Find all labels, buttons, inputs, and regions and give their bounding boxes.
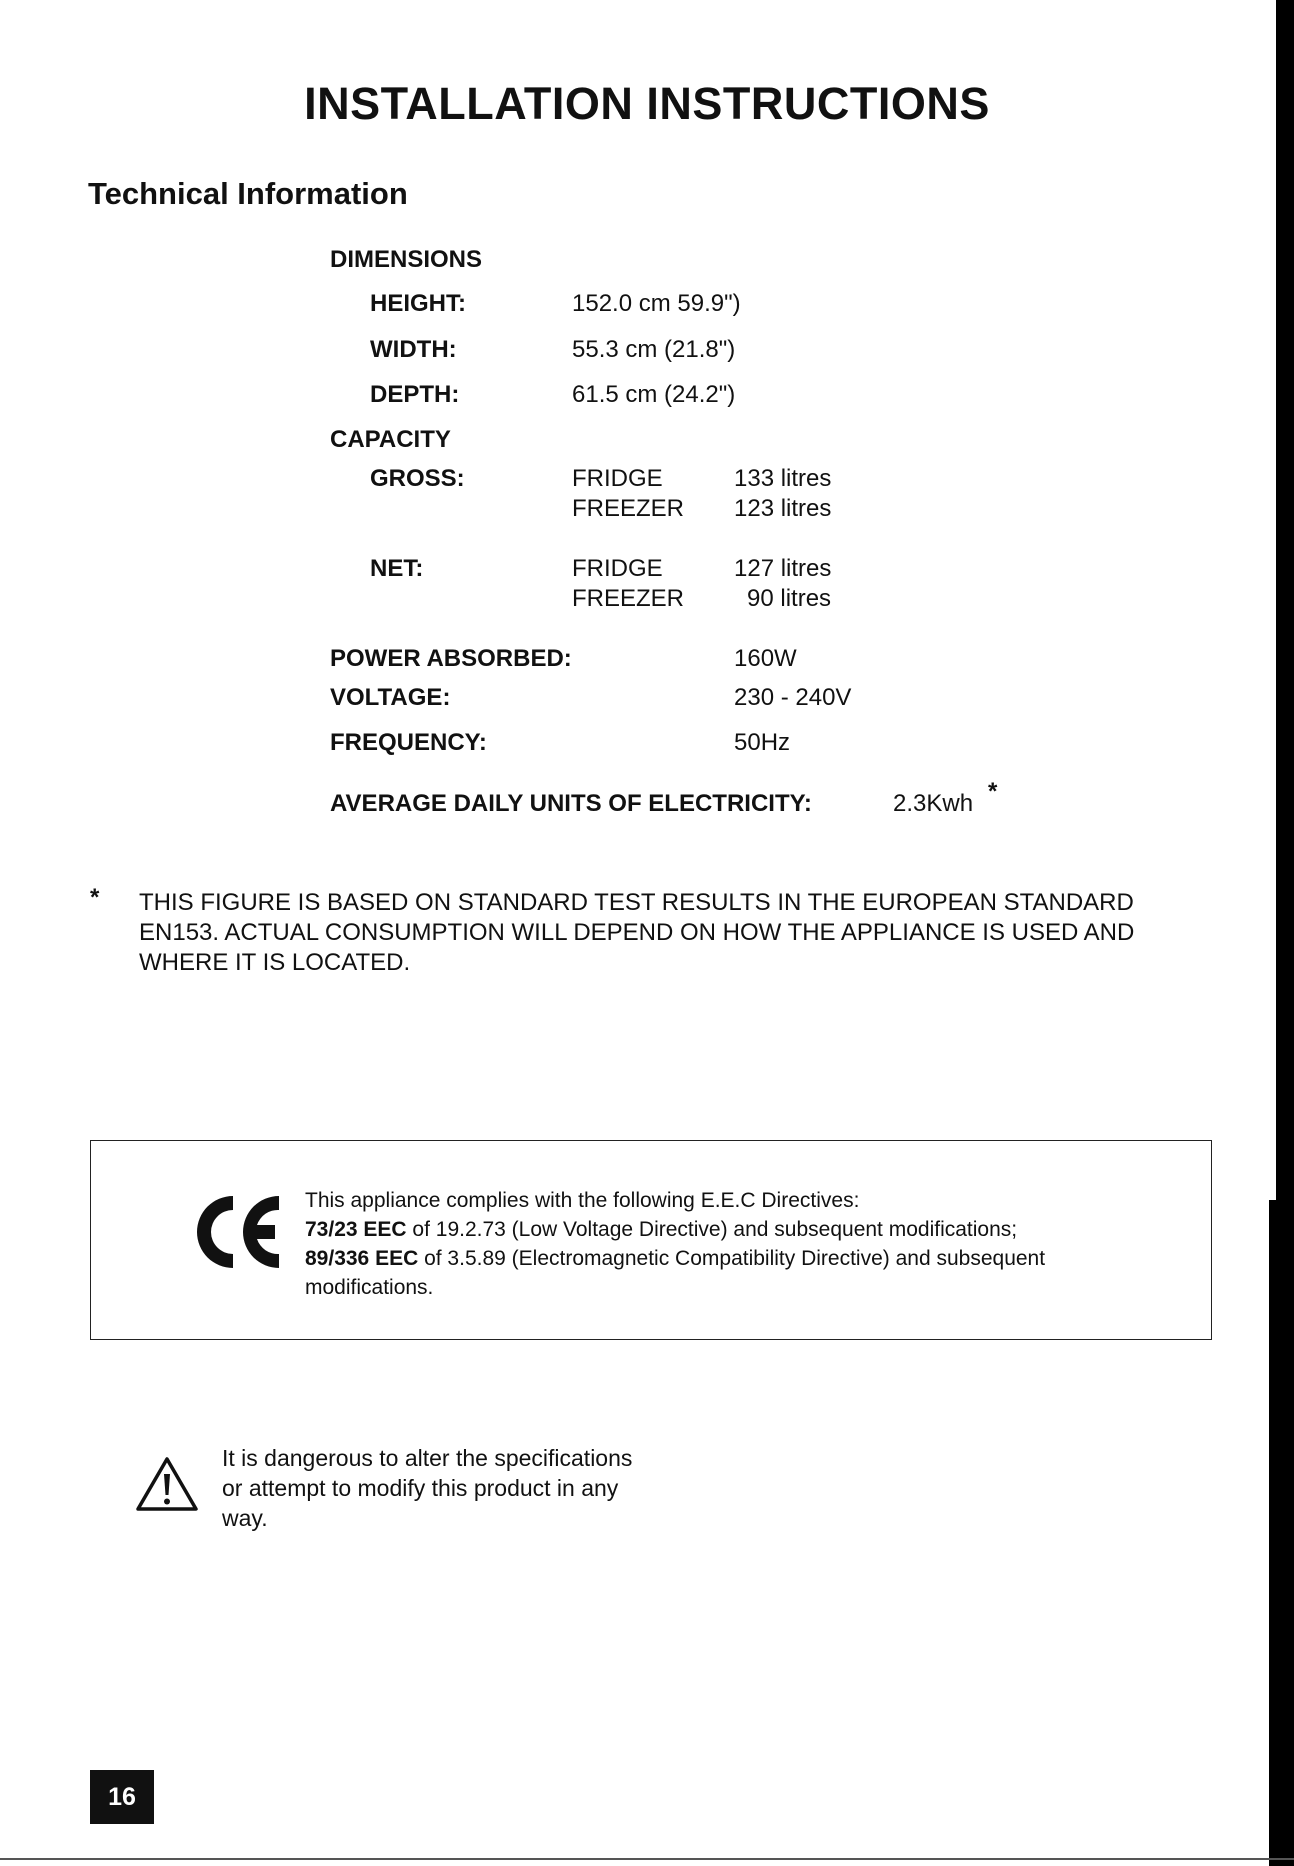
ce-directive-1-code: 73/23 EEC: [305, 1218, 407, 1241]
electricity-label: AVERAGE DAILY UNITS OF ELECTRICITY:: [330, 790, 812, 817]
ce-directive-1-text: of 19.2.73 (Low Voltage Directive) and subsequent modifications;: [406, 1218, 1018, 1241]
net-freezer-value: 90 litres: [747, 585, 832, 612]
gross-freezer-label: FREEZER: [572, 495, 685, 522]
depth-label: DEPTH:: [370, 381, 460, 408]
net-freezer-label: FREEZER: [572, 585, 685, 612]
ce-directive-2: [305, 1244, 1045, 1273]
net-label: NET:: [370, 555, 424, 582]
warning-line-3: way.: [222, 1505, 268, 1531]
warning-line-2: or attempt to modify this product in any: [222, 1475, 619, 1501]
warning-triangle-icon: [134, 1455, 200, 1518]
scan-edge-right: [1276, 0, 1294, 1866]
power-value: 160W: [734, 645, 797, 672]
net-fridge-value: 127 litres: [734, 555, 832, 582]
warning-text: [222, 1443, 632, 1533]
capacity-heading: CAPACITY: [330, 426, 451, 453]
width-label: WIDTH:: [370, 336, 457, 363]
width-value: 55.3 cm (21.8"): [572, 336, 736, 363]
depth-value: 61.5 cm (24.2"): [572, 381, 736, 408]
height-label: HEIGHT:: [370, 290, 466, 317]
ce-directive-2-text: of 3.5.89 (Electromagnetic Compatibility Directive) and subsequent: [418, 1247, 1046, 1270]
frequency-label: FREQUENCY:: [330, 729, 487, 756]
dimensions-heading: DIMENSIONS: [330, 246, 483, 273]
page-title: INSTALLATION INSTRUCTIONS: [304, 78, 990, 129]
ce-mark-icon: [195, 1192, 285, 1277]
ce-closing-line: modifications.: [305, 1276, 434, 1299]
power-label: POWER ABSORBED:: [330, 645, 572, 672]
frequency-value: 50Hz: [734, 729, 791, 756]
electricity-value: 2.3Kwh: [893, 790, 974, 817]
ce-intro-line: This appliance complies with the following E.E.C Directives:: [305, 1189, 860, 1212]
gross-freezer-value: 123 litres: [734, 495, 832, 522]
height-value: 152.0 cm 59.9"): [572, 290, 741, 317]
gross-fridge-label: FRIDGE: [572, 465, 663, 492]
voltage-label: VOLTAGE:: [330, 684, 451, 711]
section-title: Technical Information: [88, 176, 408, 211]
gross-fridge-value: 133 litres: [734, 465, 832, 492]
footnote-text: THIS FIGURE IS BASED ON STANDARD TEST RESULTS IN THE EUROPEAN STANDARD EN153. ACTUAL CONSUMPTION WILL DEPEND ON HOW THE APPLIANCE IS USED AND WHERE IT IS LOCATED.: [139, 889, 1135, 976]
footnote-asterisk: *: [90, 884, 100, 911]
scan-edge-shadow: [1269, 1200, 1276, 1866]
ce-directives-text: [305, 1186, 1045, 1302]
gross-label: GROSS:: [370, 465, 465, 492]
ce-directive-1: [305, 1215, 1045, 1244]
page-number: 16: [90, 1770, 154, 1824]
voltage-value: 230 - 240V: [734, 684, 852, 711]
electricity-asterisk: *: [988, 778, 998, 805]
scan-edge-bottom: [0, 1858, 1294, 1860]
warning-line-1: It is dangerous to alter the specifications: [222, 1445, 633, 1471]
ce-directive-2-code: 89/336 EEC: [305, 1247, 419, 1270]
net-fridge-label: FRIDGE: [572, 555, 663, 582]
